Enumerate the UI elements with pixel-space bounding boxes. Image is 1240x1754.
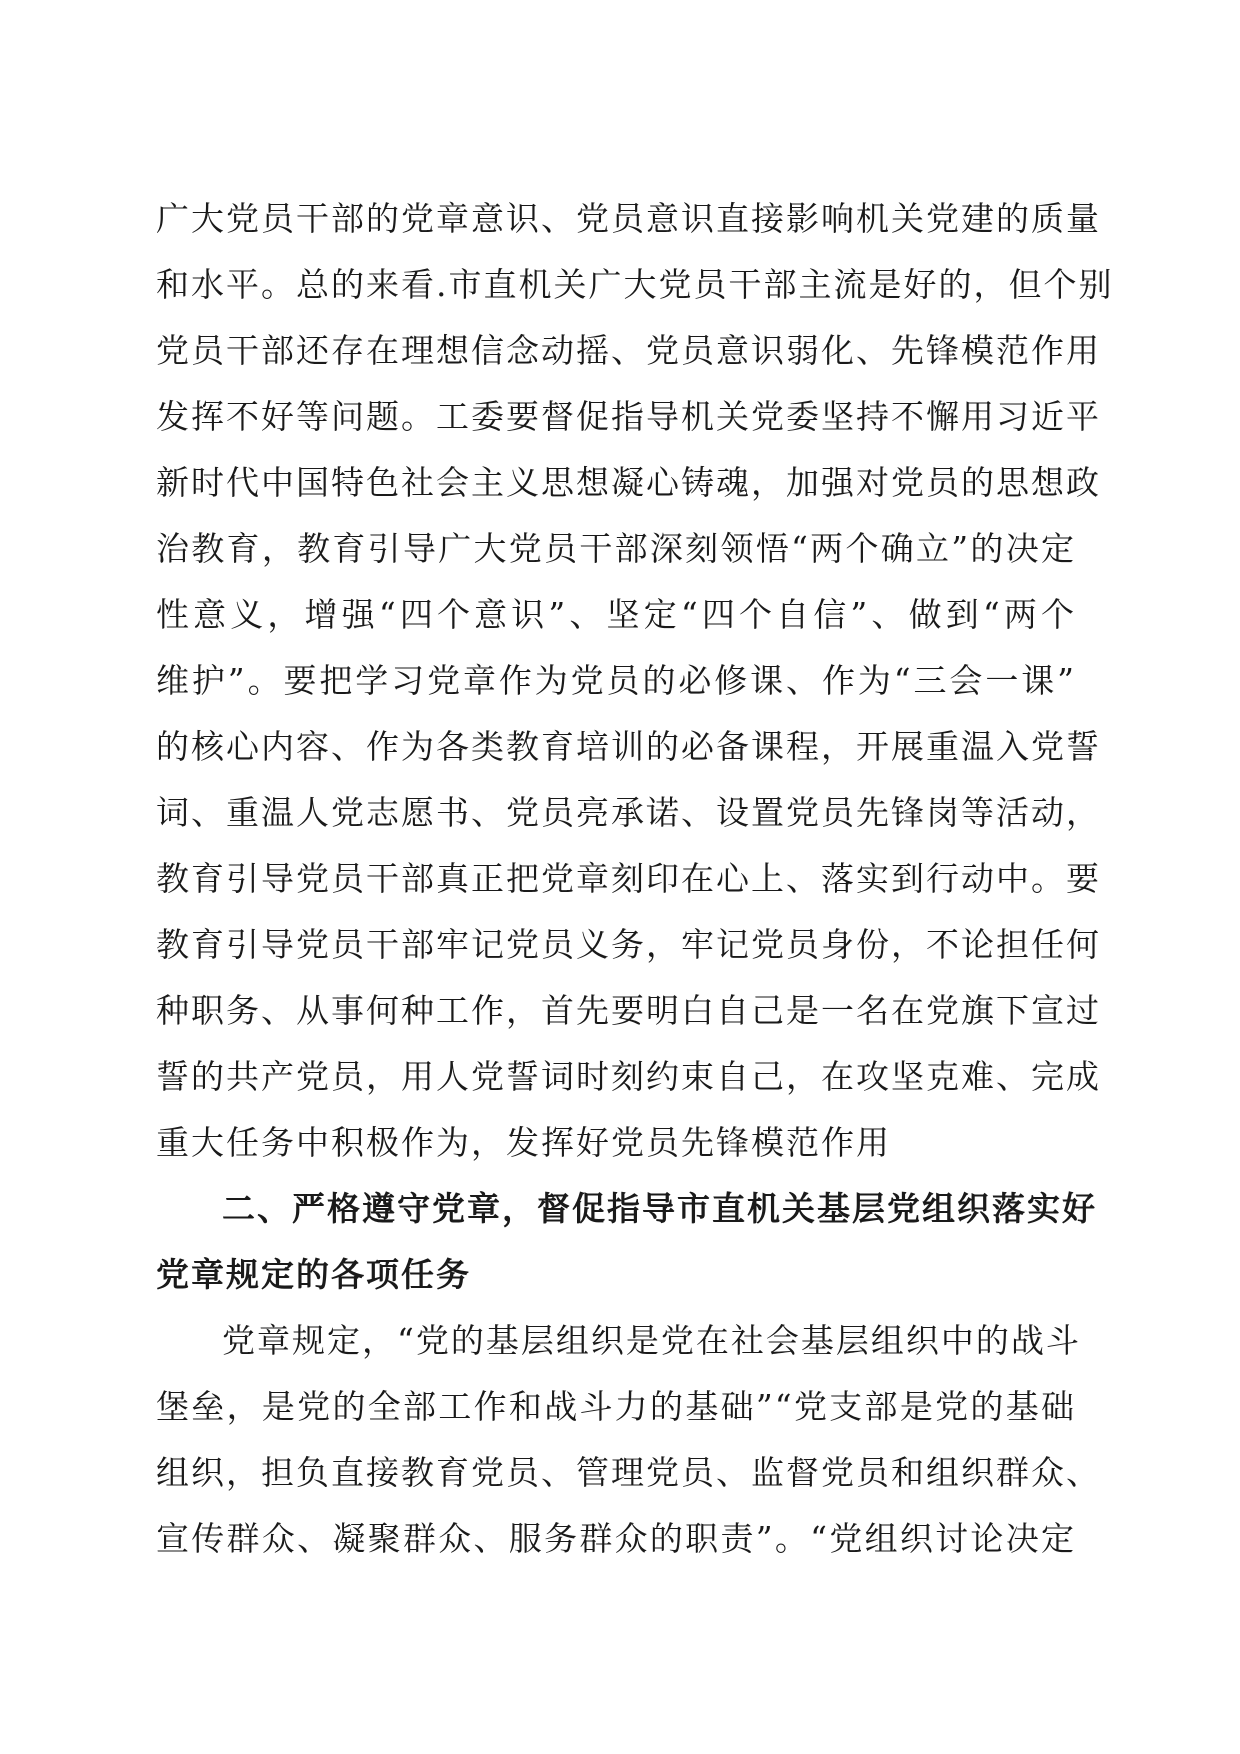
text-line: 教育引导党员干部牢记党员义务，牢记党员身份，不论担任何 [156, 925, 1101, 964]
text-line: 誓的共产党员，用人党誓词时刻约束自己，在攻坚克难、完成 [156, 1057, 1101, 1096]
document-body [156, 186, 1114, 1572]
text-line: 党员干部还存在理想信念动摇、党员意识弱化、先锋模范作用 [156, 331, 1101, 370]
text-line: 治教育，教育引导广大党员干部深刻领悟“两个确立”的决定 [156, 529, 1076, 568]
section-heading [156, 1176, 1097, 1308]
text-line: 宣传群众、凝聚群众、服务群众的职责”。“党组织讨论决定 [156, 1519, 1076, 1558]
text-line: 堡垒，是党的全部工作和战斗力的基础”“党支部是党的基础 [156, 1387, 1076, 1426]
heading-line: 二、严格遵守党章，督促指导市直机关基层党组织落实好 [222, 1189, 1097, 1228]
text-line: 性意义，增强“四个意识”、坚定“四个自信”、做到“两个 [156, 595, 1076, 634]
text-line: 组织，担负直接教育党员、管理党员、监督党员和组织群众、 [156, 1453, 1101, 1492]
text-line: 广大党员干部的党章意识、党员意识直接影响机关党建的质量 [156, 199, 1101, 238]
paragraph-1 [156, 186, 1114, 1176]
text-line: 党章规定，“党的基层组织是党在社会基层组织中的战斗 [222, 1321, 1081, 1360]
text-line: 和水平。总的来看.市直机关广大党员干部主流是好的，但个别 [156, 265, 1114, 304]
heading-line: 党章规定的各项任务 [156, 1255, 471, 1294]
text-line: 重大任务中积极作为，发挥好党员先锋模范作用 [156, 1123, 891, 1162]
text-line: 维护”。要把学习党章作为党员的必修课、作为“三会一课” [156, 661, 1076, 700]
text-line: 教育引导党员干部真正把党章刻印在心上、落实到行动中。要 [156, 859, 1101, 898]
text-line: 的核心内容、作为各类教育培训的必备课程，开展重温入党誓 [156, 727, 1101, 766]
text-line: 新时代中国特色社会主义思想凝心铸魂，加强对党员的思想政 [156, 463, 1101, 502]
text-line: 词、重温人党志愿书、党员亮承诺、设置党员先锋岗等活动， [156, 793, 1101, 832]
text-line: 种职务、从事何种工作，首先要明白自己是一名在党旗下宣过 [156, 991, 1101, 1030]
paragraph-2 [156, 1308, 1101, 1572]
text-line: 发挥不好等问题。工委要督促指导机关党委坚持不懈用习近平 [156, 397, 1101, 436]
